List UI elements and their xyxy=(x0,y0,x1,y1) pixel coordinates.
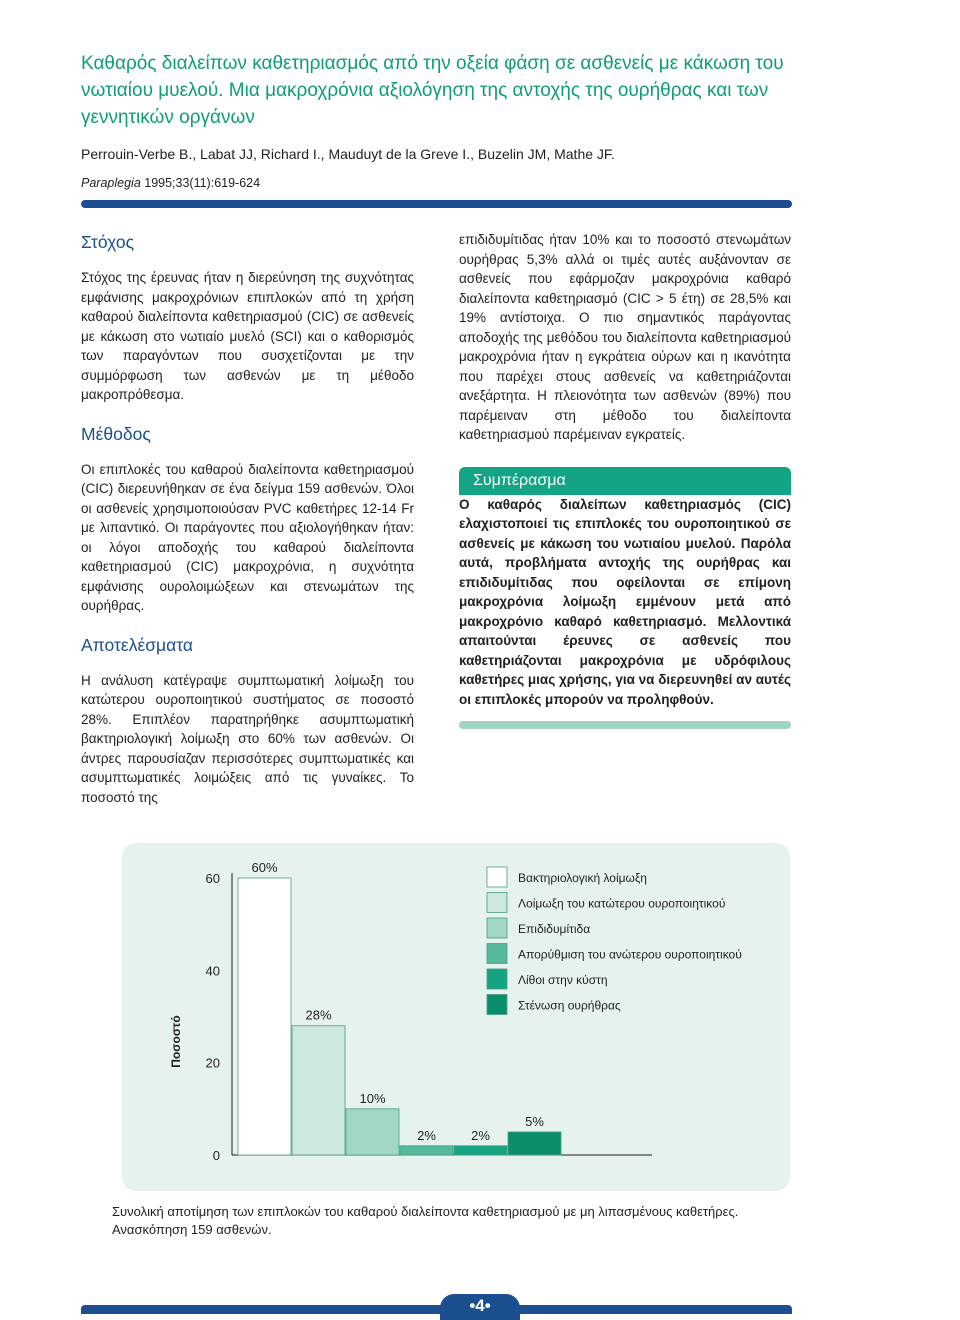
chart-panel xyxy=(122,843,790,1191)
bar-5 xyxy=(454,1146,507,1155)
legend-label: Βακτηριολογική λοίμωξη xyxy=(518,871,647,885)
y-axis-label: Ποσοστό xyxy=(169,1015,183,1068)
conclusion-text: Ο καθαρός διαλείπων καθετηριασμός (CIC) ελαχιστοποιεί τις επιπλοκές του ουροποιητικού σε ασθενείς με κάκωση του νωτιαίου μυελού. Παρόλα αυτά, προβλήματα αντοχής της ουρήθρας και επιδιδυμίτιδας που οφείλονται σε επίμονη μακροχρόνια λοίμωξη εμμένουν μετά από μακροχρόνιο καθαρό καθετηριασμό. Μελλοντικά απαιτούνται έρευνες σε ασθενείς που καθετηριάζονται μακροχρόνια με υδρόφιλους καθετήρες μιας χρήσης, για να διερευνηθεί αν αυτές οι επιπλοκές μπορούν να προληφθούν. xyxy=(459,496,791,707)
article-title: Καθαρός διαλείπων καθετηριασμός από την οξεία φάση σε ασθενείς με κάκωση του νωτιαίου μυελού. Μια μακροχρόνια αξιολόγηση της αντοχής της ουρήθρας και των γεννητικών οργάνων xyxy=(81,53,784,128)
y-tick-label: 60 xyxy=(205,871,220,886)
bar-4 xyxy=(400,1146,453,1155)
legend-label: Λοίμωξη του κατώτερου ουροποιητικού xyxy=(518,896,726,911)
legend-swatch-3 xyxy=(487,918,507,938)
article-citation xyxy=(81,176,260,190)
aim-heading: Στόχος xyxy=(81,232,135,252)
bar-value-label: 2% xyxy=(471,1127,490,1143)
legend-swatch-4 xyxy=(487,944,507,964)
method-text: Οι επιπλοκές του καθαρού διαλείποντα καθετηριασμού (CIC) διερευνήθηκαν σε ένα δείγμα 159 ασθενών. Όλοι οι ασθενείς χρησιμοποιούσαν PVC καθετήρες 12-14 Fr με λιπαντικό. Οι παράγοντες που αξιολογήθηκαν ήταν: οι λόγοι αποδοχής του καθαρού διαλείποντα καθετηριασμού (CIC) μακροχρόνια, η συχνότητα εμφάνισης ουρολοιμώξεων και στενωμάτων της ουρήθρας. xyxy=(81,461,414,613)
page-number: •4• xyxy=(440,1294,520,1320)
bar-value-label: 5% xyxy=(525,1113,544,1129)
citation-details: 1995;33(11):619-624 xyxy=(140,176,261,190)
bar-value-label: 60% xyxy=(251,860,278,875)
complications-bar-chart xyxy=(122,843,790,1191)
bar-3 xyxy=(346,1109,399,1155)
legend-swatch-2 xyxy=(487,893,507,913)
bar-2 xyxy=(292,1026,345,1155)
method-heading: Μέθοδος xyxy=(81,423,151,444)
conclusion-footer-bar xyxy=(459,721,791,729)
bar-value-label: 28% xyxy=(305,1007,332,1023)
legend-swatch-1 xyxy=(487,867,507,887)
y-tick-label: 40 xyxy=(205,963,220,979)
journal-name: Paraplegia xyxy=(81,176,141,190)
legend-swatch-6 xyxy=(487,995,507,1015)
aim-text: Στόχος της έρευνας ήταν η διερεύνηση της συχνότητας εμφάνισης μακροχρόνιων επιπλοκών από τη χρήση καθαρού διαλείποντα καθετηριασμού (CIC) σε ασθενείς με κάκωση στο νωτιαίο μυελό (SCI) και ο καθορισμός των παραγόντων που συσχετίζονται με την συμμόρφωση των ασθενών με τη μέθοδο μακροπρόθεσμα. xyxy=(81,270,414,402)
legend-label: Απορύθμιση του ανώτερου ουροποιητικού xyxy=(518,947,742,962)
bar-6 xyxy=(508,1132,561,1155)
y-tick-label: 0 xyxy=(212,1148,220,1163)
footer-bar xyxy=(81,1305,792,1314)
legend-label: Στένωση ουρήθρας xyxy=(518,998,621,1013)
results-text: Η ανάλυση κατέγραψε συμπτωματική λοίμωξη του κατώτερου ουροποιητικού συστήματος σε ποσοστό 28%. Επιπλέον παρατηρήθηκε ασυμπτωματική βακτηριολογική λοίμωξη στο 60% των ασθενών. Οι άντρες παρουσίαζαν περισσότερες συμπτωματικές και ασυμπτωματικές λοιμώξεις από τις γυναίκες. Το ποσοστό της xyxy=(81,672,414,805)
legend-swatch-5 xyxy=(487,969,507,989)
left-column xyxy=(81,230,414,807)
y-tick-label: 20 xyxy=(205,1055,220,1071)
conclusion-heading: Συμπέρασμα xyxy=(459,467,791,495)
bar-1 xyxy=(238,878,291,1155)
results-continued-text: επιδιδυμίτιδας ήταν 10% και το ποσοστό στενωμάτων ουρήθρας 5,3% αλλά οι τιμές αυτές αυξάνονταν σε ασθενείς που εφάρμοζαν μακροχρόνια καθαρό διαλείποντα καθετηριασμό (CIC > 5 έτη) σε 28,5% και 19% αντίστοιχα. Ο πιο σημαντικός παράγοντας αποδοχής της μεθόδου του διαλείποντα καθετηριασμού μακροχρόνια ήταν η εγκράτεια ούρων και η ικανότητα που παρέχει στους ασθενείς να καθετηριάζονται ανεξάρτητα. Η πλειονότητα των ασθενών (89%) που παρέμειναν στη μέθοδο του διαλείποντα καθετηριασμού παρέμειναν εγκρατείς. xyxy=(459,232,791,442)
bar-value-label: 2% xyxy=(417,1127,436,1143)
right-column xyxy=(459,230,791,729)
results-heading: Αποτελέσματα xyxy=(81,634,194,655)
bar-value-label: 10% xyxy=(359,1090,386,1106)
article-authors: Perrouin-Verbe B., Labat JJ, Richard I., Mauduyt de la Greve I., Buzelin JM, Mathe JF. xyxy=(81,146,615,162)
legend-label: Επιδιδυμίτιδα xyxy=(518,922,591,936)
figure-caption: Συνολική αποτίμηση των επιπλοκών του καθαρού διαλείποντα καθετηριασμού με μη λιπασμένους καθετήρες. Ανασκόπηση 159 ασθενών. xyxy=(112,1204,739,1237)
legend-label: Λίθοι στην κύστη xyxy=(518,973,608,987)
header-divider xyxy=(81,200,792,208)
